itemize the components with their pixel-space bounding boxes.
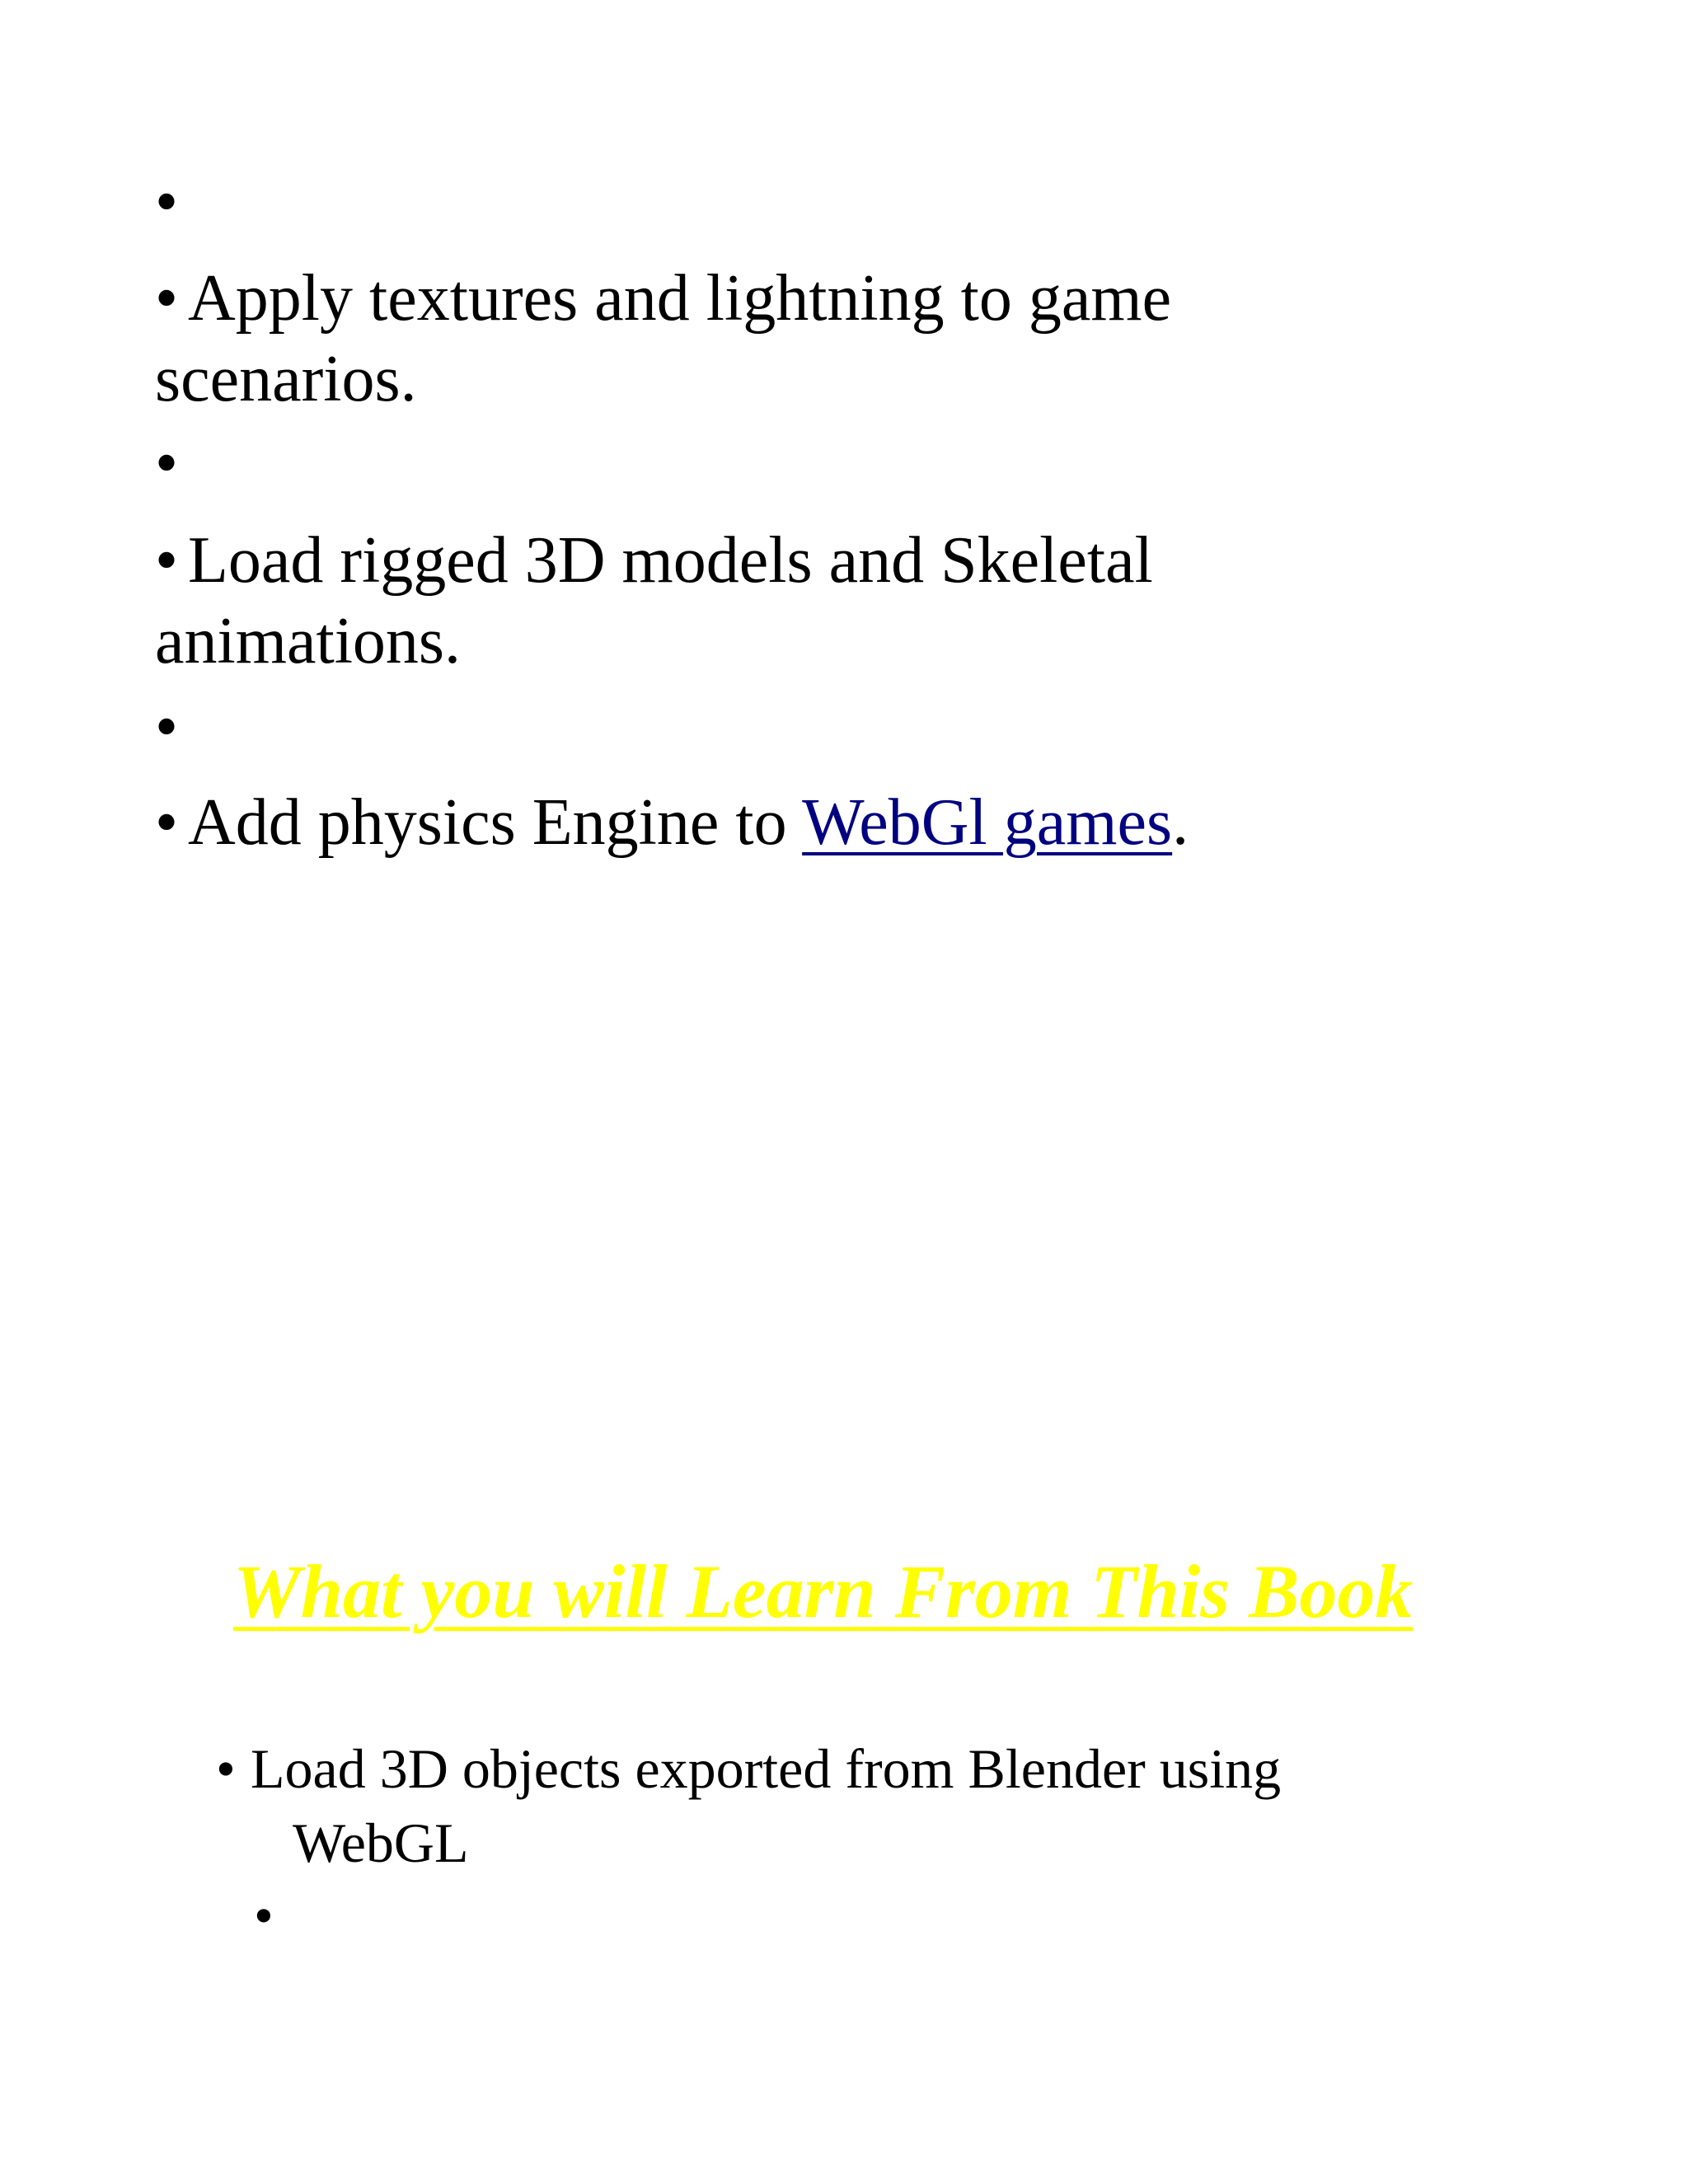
list-item-continuation <box>155 605 462 677</box>
list-item-load-rigged <box>155 524 1153 597</box>
bullet-dot: • <box>155 691 179 763</box>
bullet-empty-3 <box>155 691 188 763</box>
list-item-continuation <box>293 1811 469 1874</box>
list-item-text: Add physics Engine to <box>188 786 803 859</box>
list-item-continuation-text: WebGL <box>293 1811 469 1874</box>
bullet-empty-4 <box>254 1884 288 1947</box>
list-item-apply-textures <box>155 262 1172 335</box>
bullet-empty-1 <box>155 166 188 238</box>
bullet-dot: • <box>254 1884 274 1947</box>
bullet-dot: • <box>155 427 179 499</box>
list-item-continuation <box>155 343 417 415</box>
bullet-dot: • <box>216 1737 236 1800</box>
bullet-dot: • <box>155 524 179 597</box>
bullet-dot: • <box>155 786 179 859</box>
list-item-text: Load 3D objects exported from Blender using <box>251 1737 1282 1800</box>
bullet-dot: • <box>155 262 179 335</box>
list-item-text-after: . <box>1172 786 1189 859</box>
section-heading: What you will Learn From This Book <box>233 1549 1414 1633</box>
bullet-empty-2 <box>155 427 188 499</box>
webgl-games-link[interactable]: WebGl games <box>802 786 1173 859</box>
list-item-physics <box>155 786 1189 859</box>
list-item-text: Apply textures and lightning to game <box>188 262 1172 335</box>
list-item-load-3d-objects <box>216 1737 1282 1800</box>
list-item-continuation-text: scenarios. <box>155 343 417 415</box>
bullet-dot: • <box>155 166 179 238</box>
list-item-continuation-text: animations. <box>155 605 462 677</box>
list-item-text: Load rigged 3D models and Skeletal <box>188 524 1153 597</box>
